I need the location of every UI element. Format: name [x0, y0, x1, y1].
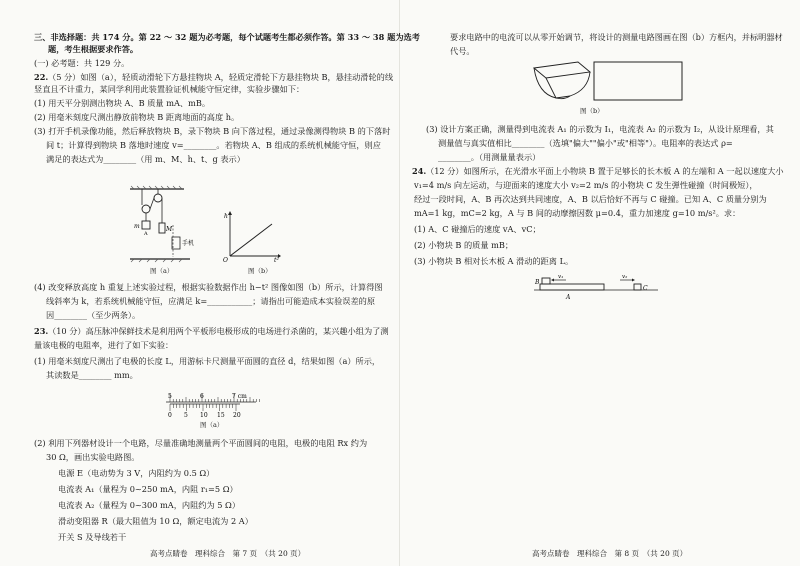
label-B: B [535, 279, 540, 286]
ruler-caption: 图（a） [200, 421, 224, 429]
fig-a-caption: 图（a） [150, 267, 174, 275]
fig-b-caption: 图（b） [248, 267, 272, 275]
q23-step1b: 其读数是________ mm。 [46, 370, 138, 380]
label-v2: v₂ [622, 274, 628, 280]
q22-step1: (1) 用天平分别测出物块 A、B 质量 mA、mB。 [34, 98, 211, 108]
q22-line1: （5 分）如图（a），轻质动滑轮下方悬挂物块 A，轻质定滑轮下方悬挂物块 B，悬挂动滑轮的线 [48, 72, 394, 82]
q23-line2: 量该电极的电阻率，进行了如下实验： [34, 340, 174, 350]
equip-rheostat: 滑动变阻器 R（最大阻值为 10 Ω，额定电流为 2 A） [58, 516, 253, 526]
q24-sub3: (3) 小物块 B 相对长木板 A 滑动的距离 L。 [414, 256, 574, 266]
ruler-vernier-15: 15 [217, 412, 225, 419]
q23-line1: （10 分）高压脉冲保鲜技术是利用两个平板形电极形成的电场进行杀菌的，某兴趣小组为了测 [48, 326, 389, 336]
r-line2: 代号。 [450, 46, 475, 56]
right-footer: 高考点睛卷 理科综合 第 8 页 （共 20 页） [532, 549, 688, 558]
ruler-main-6: 6 [200, 393, 204, 400]
electrode-and-box-figure [528, 58, 688, 104]
equip-switch: 开关 S 及导线若干 [58, 532, 127, 542]
q23-step2b: 30 Ω，画出实验电路图。 [46, 452, 140, 462]
section-title: 三、非选择题：共 174 分。第 22 ～ 32 题为必考题，每个试题考生都必须作答。第 33 ～ 38 题为选考 [34, 32, 420, 42]
q23-step2a: (2) 利用下列器材设计一个电路，尽量准确地测量两个平面圆间的电阻，电极的电阻 Rx 约为 [34, 438, 368, 448]
r-part3b: 测量值与真实值相比________（选填"偏大""偏小"或"相等"）。电阻率的表达式 ρ= [438, 138, 733, 148]
collision-figure [532, 272, 662, 304]
left-footer: 高考点睛卷 理科综合 第 7 页 （共 20 页） [150, 549, 306, 558]
section-title-cont: 题，考生根据要求作答。 [48, 44, 139, 54]
q22-step3b: 间 t；计算得到物块 B 落地时速度 v=________。若物块 A、B 组成的系统机械能守恒，则应 [46, 140, 381, 150]
q22-step3a: (3) 打开手机录像功能，然后释放物块 B，录下物块 B 向下落过程，通过录像测得物块 B 的下落时 [34, 126, 391, 136]
r-line1: 要求电路中的电流可以从零开始调节，将设计的测量电路图画在图（b）方框内，并标明器材 [450, 32, 783, 42]
ruler-vernier-0: 0 [168, 412, 172, 419]
equip-ammeter1: 电流表 A₁（量程为 0~250 mA，内阻 r₁=5 Ω） [58, 484, 238, 494]
label-C: C [643, 285, 648, 292]
fig-b-caption-right: 图（b） [580, 107, 604, 115]
q23-number: 23. [34, 326, 49, 336]
ruler-vernier-10: 10 [200, 412, 208, 419]
equip-ammeter2: 电流表 A₂（量程为 0~300 mA，内阻约为 5 Ω） [58, 500, 241, 510]
axis-h: h [224, 213, 228, 220]
q24-line2: v₁=4 m/s 向左运动，与迎面来的速度大小 v₂=2 m/s 的小物块 C 发生弹性碰撞（时间极短）， [414, 180, 758, 190]
label-m: m [134, 223, 140, 230]
right-page [400, 0, 800, 566]
label-A: A [144, 231, 148, 237]
vernier-caliper [160, 390, 260, 420]
ruler-vernier-5: 5 [184, 412, 188, 419]
required-heading: (一) 必考题：共 129 分。 [34, 58, 130, 68]
axis-origin: O [223, 257, 228, 262]
pulley-figure [128, 185, 218, 265]
ruler-main-7: 7 cm [232, 393, 247, 400]
h-t2-graph [222, 210, 282, 262]
q24-line3: 经过一段时间，A、B 再次达到共同速度，A、B 以后恰好不再与 C 碰撞。已知 A、C 质量分别为 [414, 194, 767, 204]
label-M: M [166, 226, 173, 233]
label-A-board: A [566, 294, 571, 301]
q24-line1: （12 分）如图所示，在光滑水平面上小物块 B 置于足够长的长木板 A 的左端和 A 一起以速度大小 [426, 166, 784, 176]
r-part3a: (3) 设计方案正确，测量得到电流表 A₁ 的示数为 I₁，电流表 A₂ 的示数为 I₂，从设计原理看，其 [426, 124, 774, 134]
q24-line4: mA=1 kg，mC=2 kg，A 与 B 间的动摩擦因数 μ=0.4，重力加速度 g=10 m/s²。求： [414, 208, 741, 218]
label-phone: 手机 [182, 240, 195, 247]
q22-step2: (2) 用毫米刻度尺测出静放前物块 B 距离地面的高度 h。 [34, 112, 240, 122]
q22-line2: 竖直且不计重力，某同学利用此装置验证机械能守恒定律，实验步骤如下： [34, 84, 305, 94]
q22-step4c: 因________（至少两条）。 [46, 310, 141, 320]
q24-sub1: (1) A、C 碰撞后的速度 vA、vC； [414, 224, 541, 234]
axis-t2: t² [274, 257, 279, 262]
label-v1: v₁ [558, 274, 564, 280]
r-part3c: ________。（用测量量表示） [438, 152, 541, 162]
q23-step1a: (1) 用毫米刻度尺测出了电极的长度 L，用游标卡尺测量平面圆的直径 d，结果如图（a）所示， [34, 356, 381, 366]
q24-number: 24. [412, 166, 427, 176]
ruler-vernier-20: 20 [233, 412, 241, 419]
q22-step3c: 满足的表达式为________（用 m、M、h、t、g 表示） [46, 154, 245, 164]
q22-number: 22. [34, 72, 49, 82]
q24-sub2: (2) 小物块 B 的质量 mB； [414, 240, 514, 250]
equip-source: 电源 E（电动势为 3 V，内阻约为 0.5 Ω） [58, 468, 215, 478]
ruler-main-5: 5 [168, 393, 172, 400]
q22-step4b: 线斜率为 k，若系统机械能守恒，应满足 k=___________；请指出可能造成本实验误差的原 [46, 296, 376, 306]
q22-step4a: (4) 改变释放高度 h 重复上述实验过程，根据实验数据作出 h−t² 图像如图（b）所示，计算得图 [34, 282, 383, 292]
